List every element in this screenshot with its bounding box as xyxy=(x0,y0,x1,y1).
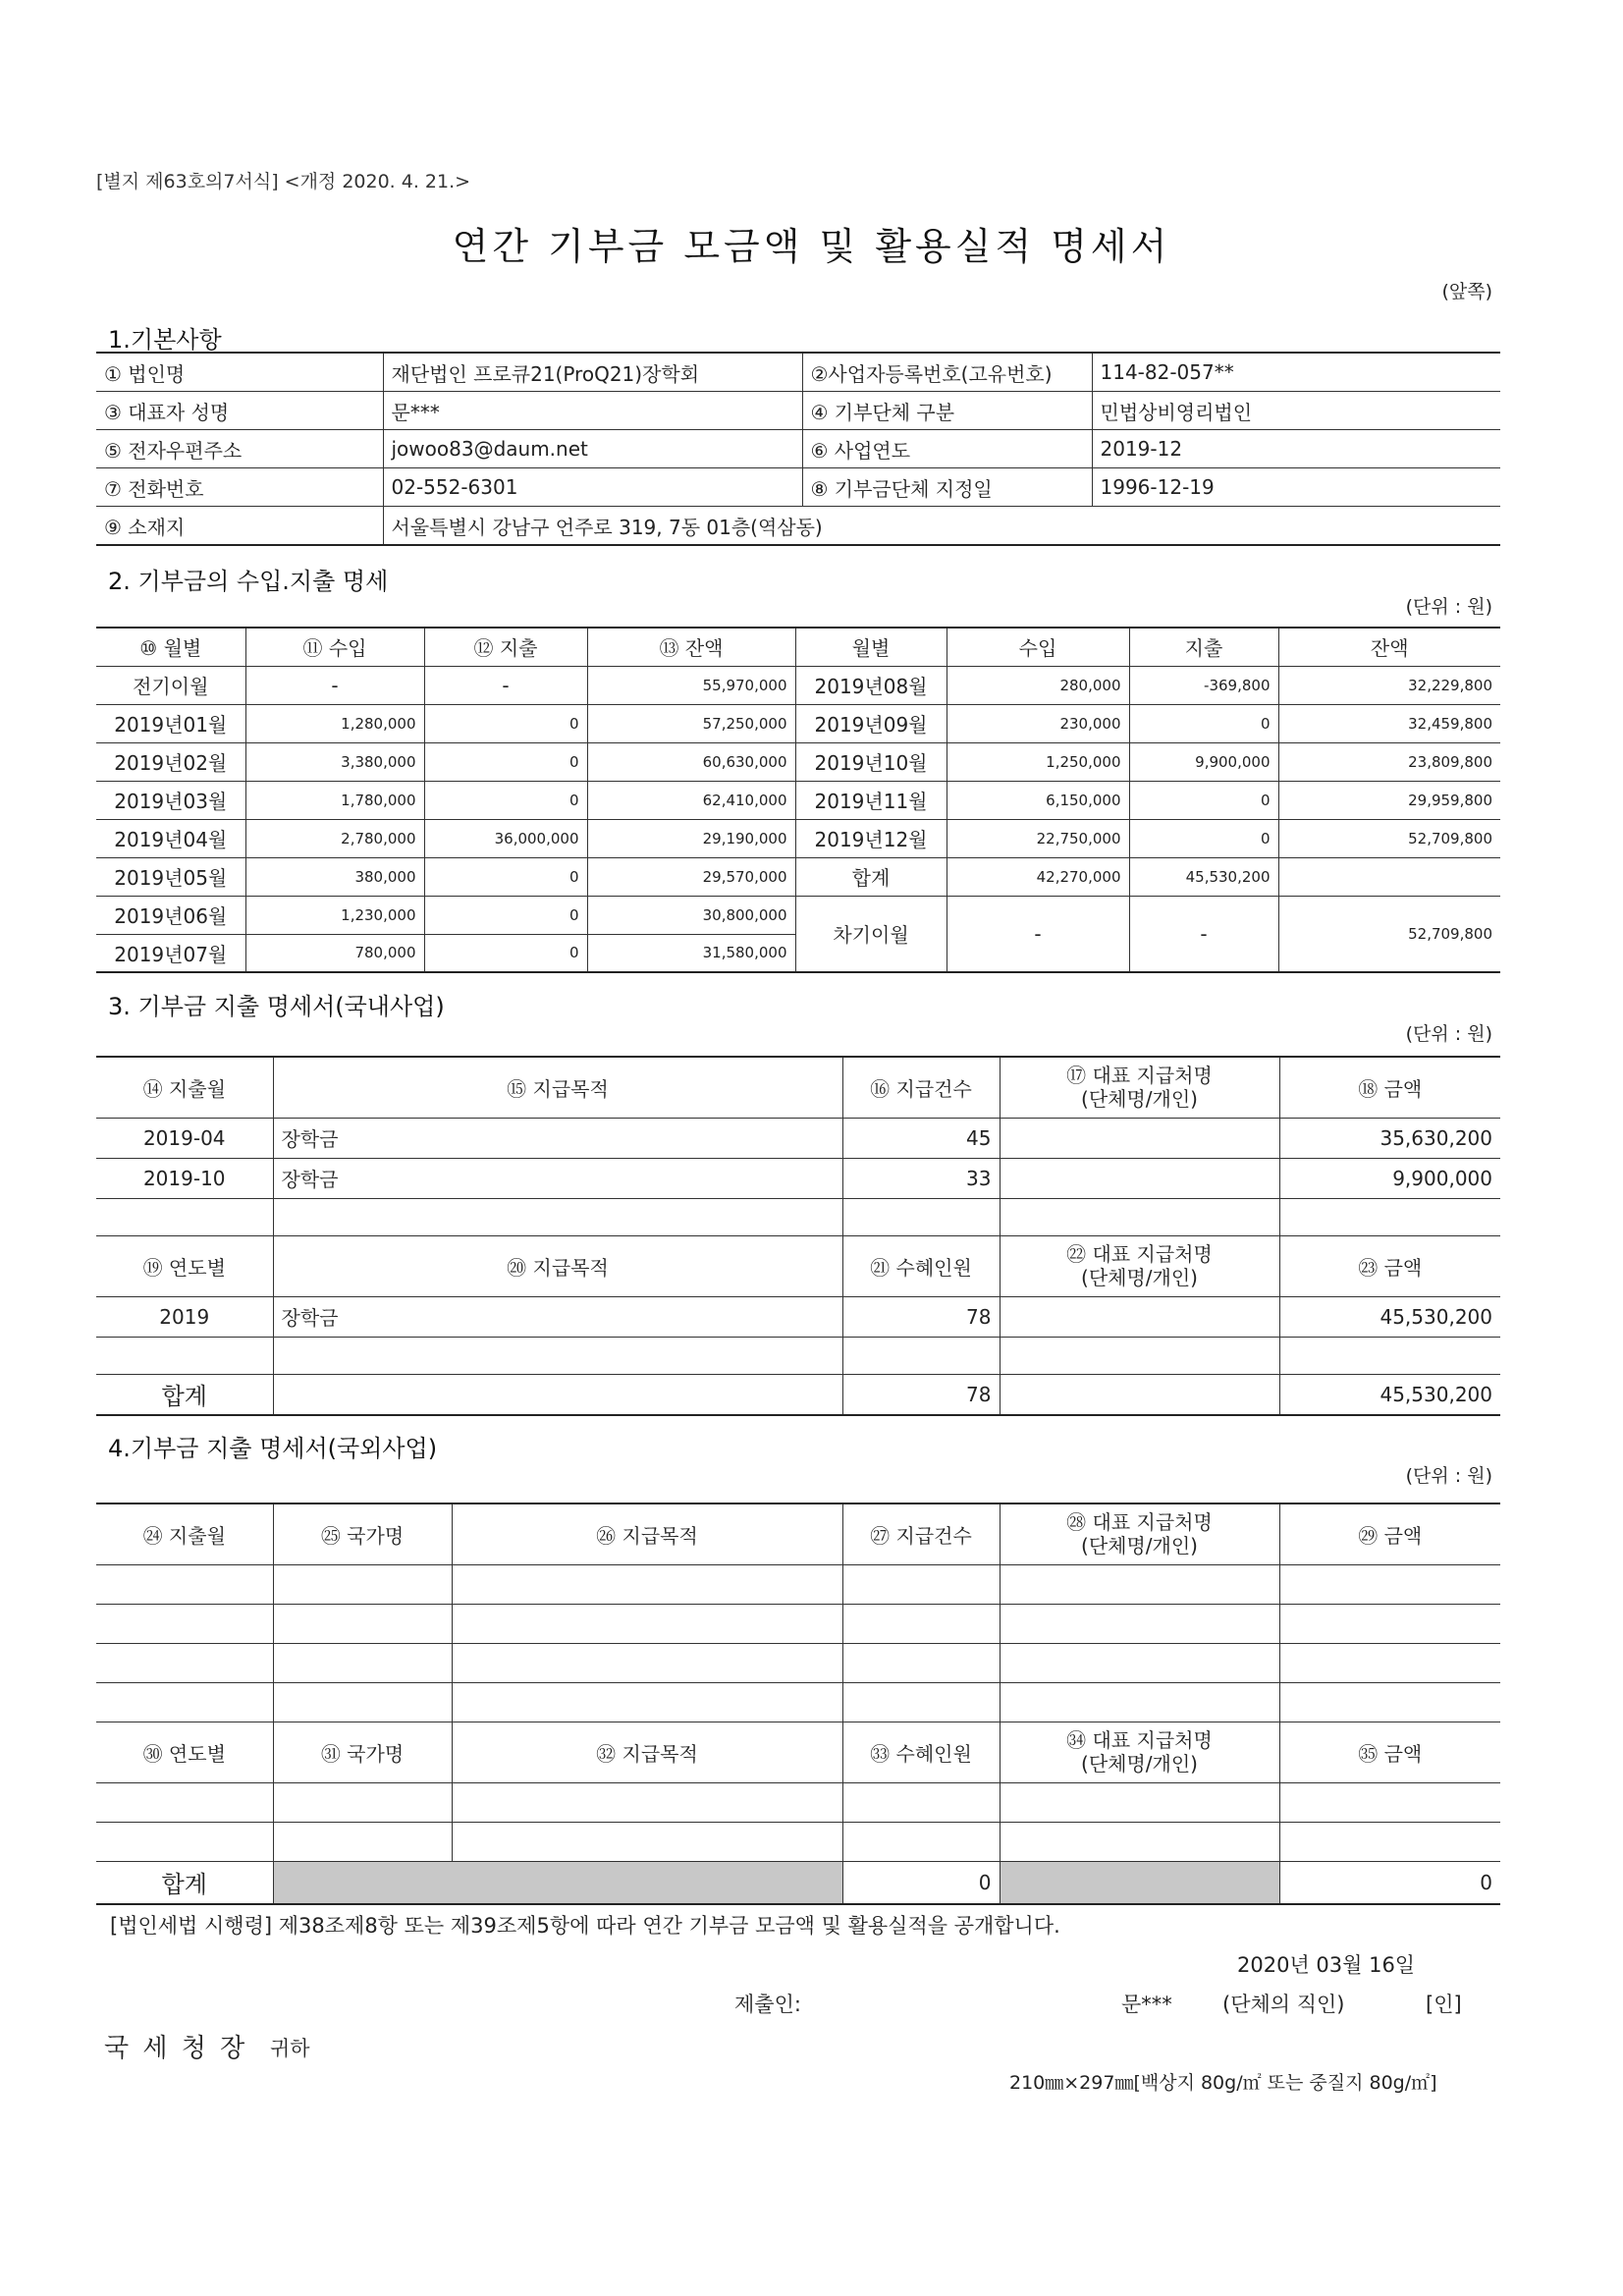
income-cell: 2,780,000 xyxy=(245,819,424,857)
col-income: ⑪ 수입 xyxy=(245,628,424,666)
col-amount: ㉓ 금액 xyxy=(1279,1235,1500,1296)
empty-cell xyxy=(1279,1564,1500,1604)
month-cell: 2019년02월 xyxy=(96,742,245,781)
expense-cell: -369,800 xyxy=(1129,666,1278,704)
income-cell: 3,380,000 xyxy=(245,742,424,781)
empty-cell xyxy=(273,1564,452,1604)
col-country: ㉛ 국가명 xyxy=(273,1722,452,1782)
amount-cell: 9,900,000 xyxy=(1279,1158,1500,1198)
empty-cell xyxy=(273,1682,452,1722)
empty-cell xyxy=(842,1643,1000,1682)
income-cell: 1,250,000 xyxy=(947,742,1129,781)
col-beneficiaries: ㉝ 수혜인원 xyxy=(842,1722,1000,1782)
income-cell: 6,150,000 xyxy=(947,781,1129,819)
table-row xyxy=(96,781,1500,819)
recipient-label: ㉞ 대표 지급처명 xyxy=(1066,1728,1213,1752)
value-corp-name: 재단법인 프로큐21(ProQ21)장학회 xyxy=(383,353,802,392)
table-row xyxy=(96,1198,1500,1235)
label-fiscal-year: ⑥ 사업연도 xyxy=(802,430,1092,468)
recipient-cell xyxy=(1000,1158,1279,1198)
table-row xyxy=(96,1782,1500,1822)
empty-cell xyxy=(842,1782,1000,1822)
value-address: 서울특별시 강남구 언주로 319, 7동 01층(역삼동) xyxy=(383,507,1500,546)
recipient-label: ⑰ 대표 지급처명 xyxy=(1066,1064,1213,1088)
domestic-header-row-2 xyxy=(96,1235,1500,1296)
empty-cell xyxy=(1000,1604,1279,1643)
col-amount: ㉙ 금액 xyxy=(1279,1503,1500,1564)
col-recipient xyxy=(1000,1057,1279,1118)
empty-cell xyxy=(96,1822,273,1861)
empty-cell xyxy=(842,1564,1000,1604)
purpose-cell: 장학금 xyxy=(273,1158,842,1198)
label-email: ⑤ 전자우편주소 xyxy=(96,430,383,468)
empty-cell xyxy=(1279,1604,1500,1643)
month-cell: 2019-10 xyxy=(96,1158,273,1198)
total-label: 합계 xyxy=(96,1374,273,1415)
empty-cell xyxy=(1279,1337,1500,1374)
empty-cell xyxy=(452,1822,842,1861)
col-income-2: 수입 xyxy=(947,628,1129,666)
recipient-label: ㉘ 대표 지급처명 xyxy=(1066,1510,1213,1535)
table-row xyxy=(96,742,1500,781)
beneficiaries-cell: 78 xyxy=(842,1296,1000,1337)
total-amount: 45,530,200 xyxy=(1279,1374,1500,1415)
label-address: ⑨ 소재지 xyxy=(96,507,383,546)
table-row xyxy=(96,1682,1500,1722)
empty-cell xyxy=(96,1782,273,1822)
form-number: [별지 제63호의7서식] <개정 2020. 4. 21.> xyxy=(96,171,471,192)
col-balance: ⑬ 잔액 xyxy=(587,628,795,666)
col-recipient xyxy=(1000,1503,1279,1564)
empty-cell xyxy=(273,1337,842,1374)
carry-balance-cell: 52,709,800 xyxy=(1278,896,1500,972)
balance-cell: 55,970,000 xyxy=(587,666,795,704)
total-row xyxy=(96,1861,1500,1904)
month-cell: 전기이월 xyxy=(96,666,245,704)
col-expense: ⑫ 지출 xyxy=(424,628,587,666)
total-count: 0 xyxy=(842,1861,1000,1904)
foreign-expense-table xyxy=(96,1503,1500,1905)
month-cell: 2019년03월 xyxy=(96,781,245,819)
income-header-row xyxy=(96,628,1500,666)
balance-cell: 57,250,000 xyxy=(587,704,795,742)
basic-row xyxy=(96,507,1500,546)
month-cell: 2019년05월 xyxy=(96,857,245,896)
month-cell: 2019년09월 xyxy=(795,704,947,742)
empty-cell xyxy=(452,1604,842,1643)
empty-cell xyxy=(96,1198,273,1235)
table-row xyxy=(96,1604,1500,1643)
empty-cell xyxy=(1279,1782,1500,1822)
balance-cell: 29,570,000 xyxy=(587,857,795,896)
submission-date: 2020년 03월 16일 xyxy=(1237,1953,1416,1977)
seal-mark: [인] xyxy=(1426,1993,1462,2016)
income-cell: 780,000 xyxy=(245,934,424,972)
income-cell: 1,230,000 xyxy=(245,896,424,934)
carry-month-cell: 차기이월 xyxy=(795,896,947,972)
col-expense-month: ⑭ 지출월 xyxy=(96,1057,273,1118)
col-recipient xyxy=(1000,1722,1279,1782)
value-fiscal-year: 2019-12 xyxy=(1092,430,1500,468)
submitter-name: 문*** xyxy=(1121,1993,1172,2016)
balance-cell: 62,410,000 xyxy=(587,781,795,819)
recipient-sublabel: (단체명/개인) xyxy=(1081,1266,1198,1289)
expense-cell: 0 xyxy=(424,704,587,742)
empty-cell xyxy=(96,1682,273,1722)
label-phone: ⑦ 전화번호 xyxy=(96,468,383,507)
recipient-sublabel: (단체명/개인) xyxy=(1081,1087,1198,1112)
basic-row xyxy=(96,392,1500,430)
table-row xyxy=(96,1337,1500,1374)
income-cell: 1,780,000 xyxy=(245,781,424,819)
income-cell: 230,000 xyxy=(947,704,1129,742)
col-month-2: 월별 xyxy=(795,628,947,666)
total-label: 합계 xyxy=(96,1861,273,1904)
empty-cell xyxy=(273,1374,842,1415)
expense-cell: 0 xyxy=(424,934,587,972)
foreign-header-row xyxy=(96,1503,1500,1564)
page-title: 연간 기부금 모금액 및 활용실적 명세서 xyxy=(452,225,1171,268)
empty-cell xyxy=(1000,1643,1279,1682)
col-balance-2: 잔액 xyxy=(1278,628,1500,666)
unit-label: (단위 : 원) xyxy=(1405,1023,1492,1045)
empty-cell xyxy=(842,1682,1000,1722)
expense-cell: 9,900,000 xyxy=(1129,742,1278,781)
paper-spec: 210㎜×297㎜[백상지 80g/㎡ 또는 중질지 80g/㎡] xyxy=(1009,2072,1437,2094)
expense-cell: 0 xyxy=(1129,704,1278,742)
col-recipient xyxy=(1000,1235,1279,1296)
table-row xyxy=(96,666,1500,704)
section-foreign-title: 4.기부금 지출 명세서(국외사업) xyxy=(108,1435,438,1462)
foreign-header-row-2 xyxy=(96,1722,1500,1782)
income-cell: 22,750,000 xyxy=(947,819,1129,857)
empty-cell xyxy=(1000,1822,1279,1861)
basic-row xyxy=(96,353,1500,392)
amount-cell: 45,530,200 xyxy=(1279,1296,1500,1337)
recipient-honorific: 귀하 xyxy=(270,2037,310,2060)
empty-cell xyxy=(1279,1682,1500,1722)
label-rep-name: ③ 대표자 성명 xyxy=(96,392,383,430)
count-cell: 45 xyxy=(842,1118,1000,1158)
balance-cell: 52,709,800 xyxy=(1278,819,1500,857)
expense-total-cell: 45,530,200 xyxy=(1129,857,1278,896)
empty-cell xyxy=(1000,1198,1279,1235)
balance-cell: 32,229,800 xyxy=(1278,666,1500,704)
recipient-cell xyxy=(1000,1118,1279,1158)
month-cell: 2019-04 xyxy=(96,1118,273,1158)
year-cell: 2019 xyxy=(96,1296,273,1337)
value-biz-no: 114-82-057** xyxy=(1092,353,1500,392)
table-row xyxy=(96,1643,1500,1682)
total-amount: 0 xyxy=(1279,1861,1500,1904)
col-count: ⑯ 지급건수 xyxy=(842,1057,1000,1118)
income-cell: 380,000 xyxy=(245,857,424,896)
empty-cell xyxy=(1000,1682,1279,1722)
section-domestic-title: 3. 기부금 지출 명세서(국내사업) xyxy=(108,993,445,1020)
empty-cell xyxy=(273,1604,452,1643)
unit-label: (단위 : 원) xyxy=(1405,596,1492,618)
table-row xyxy=(96,819,1500,857)
carry-expense-cell: - xyxy=(1129,896,1278,972)
empty-cell xyxy=(96,1564,273,1604)
purpose-cell: 장학금 xyxy=(273,1296,842,1337)
value-phone: 02-552-6301 xyxy=(383,468,802,507)
col-year: ⑲ 연도별 xyxy=(96,1235,273,1296)
expense-cell: 0 xyxy=(1129,819,1278,857)
table-row xyxy=(96,1118,1500,1158)
col-beneficiaries: ㉑ 수혜인원 xyxy=(842,1235,1000,1296)
col-purpose: ㉜ 지급목적 xyxy=(452,1722,842,1782)
month-cell: 2019년11월 xyxy=(795,781,947,819)
empty-cell xyxy=(452,1782,842,1822)
total-label-cell: 합계 xyxy=(795,857,947,896)
page-side: (앞쪽) xyxy=(1441,281,1492,302)
value-email: jowoo83@daum.net xyxy=(383,430,802,468)
submitter-label: 제출인: xyxy=(734,1993,801,2016)
empty-cell xyxy=(1279,1198,1500,1235)
section-income-title: 2. 기부금의 수입.지출 명세 xyxy=(108,568,389,595)
domestic-header-row xyxy=(96,1057,1500,1118)
total-row xyxy=(96,1374,1500,1415)
empty-cell xyxy=(452,1643,842,1682)
count-cell: 33 xyxy=(842,1158,1000,1198)
expense-cell: - xyxy=(424,666,587,704)
table-row xyxy=(96,896,1500,934)
empty-cell xyxy=(842,1198,1000,1235)
empty-cell xyxy=(273,1643,452,1682)
recipient-label: ㉒ 대표 지급처명 xyxy=(1066,1242,1213,1266)
table-row xyxy=(96,857,1500,896)
expense-cell: 0 xyxy=(424,857,587,896)
income-expense-table xyxy=(96,627,1500,973)
empty-cell xyxy=(1000,1337,1279,1374)
empty-cell xyxy=(1000,1564,1279,1604)
empty-cell xyxy=(96,1604,273,1643)
income-cell: 1,280,000 xyxy=(245,704,424,742)
col-month: ⑩ 월별 xyxy=(96,628,245,666)
domestic-expense-table xyxy=(96,1056,1500,1416)
col-year: ㉚ 연도별 xyxy=(96,1722,273,1782)
table-row xyxy=(96,1158,1500,1198)
shaded-cell xyxy=(273,1861,842,1904)
expense-cell: 36,000,000 xyxy=(424,819,587,857)
balance-cell: 32,459,800 xyxy=(1278,704,1500,742)
label-org-type: ④ 기부단체 구분 xyxy=(802,392,1092,430)
table-row xyxy=(96,704,1500,742)
basic-row xyxy=(96,430,1500,468)
empty-cell xyxy=(1000,1782,1279,1822)
month-cell: 2019년12월 xyxy=(795,819,947,857)
month-cell: 2019년10월 xyxy=(795,742,947,781)
col-amount: ㉟ 금액 xyxy=(1279,1722,1500,1782)
basic-row xyxy=(96,468,1500,507)
total-count: 78 xyxy=(842,1374,1000,1415)
month-cell: 2019년07월 xyxy=(96,934,245,972)
empty-cell xyxy=(842,1337,1000,1374)
empty-cell xyxy=(273,1782,452,1822)
unit-label: (단위 : 원) xyxy=(1405,1465,1492,1487)
col-count: ㉗ 지급건수 xyxy=(842,1503,1000,1564)
balance-cell: 23,809,800 xyxy=(1278,742,1500,781)
expense-cell: 0 xyxy=(424,742,587,781)
carry-income-cell: - xyxy=(947,896,1129,972)
label-corp-name: ① 법인명 xyxy=(96,353,383,392)
table-row xyxy=(96,1296,1500,1337)
expense-cell: 0 xyxy=(424,896,587,934)
table-row xyxy=(96,1564,1500,1604)
balance-total-cell xyxy=(1278,857,1500,896)
expense-cell: 0 xyxy=(1129,781,1278,819)
income-cell: - xyxy=(245,666,424,704)
section-basic-title: 1.기본사항 xyxy=(108,326,222,354)
value-rep-name: 문*** xyxy=(383,392,802,430)
income-cell: 280,000 xyxy=(947,666,1129,704)
seal-note: (단체의 직인) xyxy=(1222,1993,1345,2016)
balance-cell: 29,959,800 xyxy=(1278,781,1500,819)
empty-cell xyxy=(273,1198,842,1235)
balance-cell: 30,800,000 xyxy=(587,896,795,934)
balance-cell: 31,580,000 xyxy=(587,934,795,972)
empty-cell xyxy=(96,1337,273,1374)
recipient-sublabel: (단체명/개인) xyxy=(1081,1534,1198,1558)
empty-cell xyxy=(96,1643,273,1682)
legal-notice: [법인세법 시행령] 제38조제8항 또는 제39조제5항에 따라 연간 기부금 모금액 및 활용실적을 공개합니다. xyxy=(110,1914,1060,1938)
col-purpose: ⑳ 지급목적 xyxy=(273,1235,842,1296)
month-cell: 2019년08월 xyxy=(795,666,947,704)
col-purpose: ⑮ 지급목적 xyxy=(273,1057,842,1118)
empty-cell xyxy=(1279,1643,1500,1682)
purpose-cell: 장학금 xyxy=(273,1118,842,1158)
income-total-cell: 42,270,000 xyxy=(947,857,1129,896)
empty-cell xyxy=(1279,1822,1500,1861)
empty-cell xyxy=(452,1682,842,1722)
label-designation-date: ⑧ 기부금단체 지정일 xyxy=(802,468,1092,507)
basic-info-table xyxy=(96,352,1500,546)
table-row xyxy=(96,1822,1500,1861)
recipient-title: 국 세 청 장 xyxy=(104,2034,248,2063)
value-designation-date: 1996-12-19 xyxy=(1092,468,1500,507)
month-cell: 2019년04월 xyxy=(96,819,245,857)
empty-cell xyxy=(1000,1374,1279,1415)
empty-cell xyxy=(842,1604,1000,1643)
empty-cell xyxy=(842,1822,1000,1861)
recipient-cell xyxy=(1000,1296,1279,1337)
month-cell: 2019년01월 xyxy=(96,704,245,742)
col-expense-2: 지출 xyxy=(1129,628,1278,666)
value-org-type: 민법상비영리법인 xyxy=(1092,392,1500,430)
balance-cell: 29,190,000 xyxy=(587,819,795,857)
col-country: ㉕ 국가명 xyxy=(273,1503,452,1564)
col-expense-month: ㉔ 지출월 xyxy=(96,1503,273,1564)
col-amount: ⑱ 금액 xyxy=(1279,1057,1500,1118)
balance-cell: 60,630,000 xyxy=(587,742,795,781)
empty-cell xyxy=(273,1822,452,1861)
col-purpose: ㉖ 지급목적 xyxy=(452,1503,842,1564)
expense-cell: 0 xyxy=(424,781,587,819)
recipient-sublabel: (단체명/개인) xyxy=(1081,1752,1198,1776)
amount-cell: 35,630,200 xyxy=(1279,1118,1500,1158)
empty-cell xyxy=(452,1564,842,1604)
shaded-cell xyxy=(1000,1861,1279,1904)
label-biz-no: ②사업자등록번호(고유번호) xyxy=(802,353,1092,392)
month-cell: 2019년06월 xyxy=(96,896,245,934)
